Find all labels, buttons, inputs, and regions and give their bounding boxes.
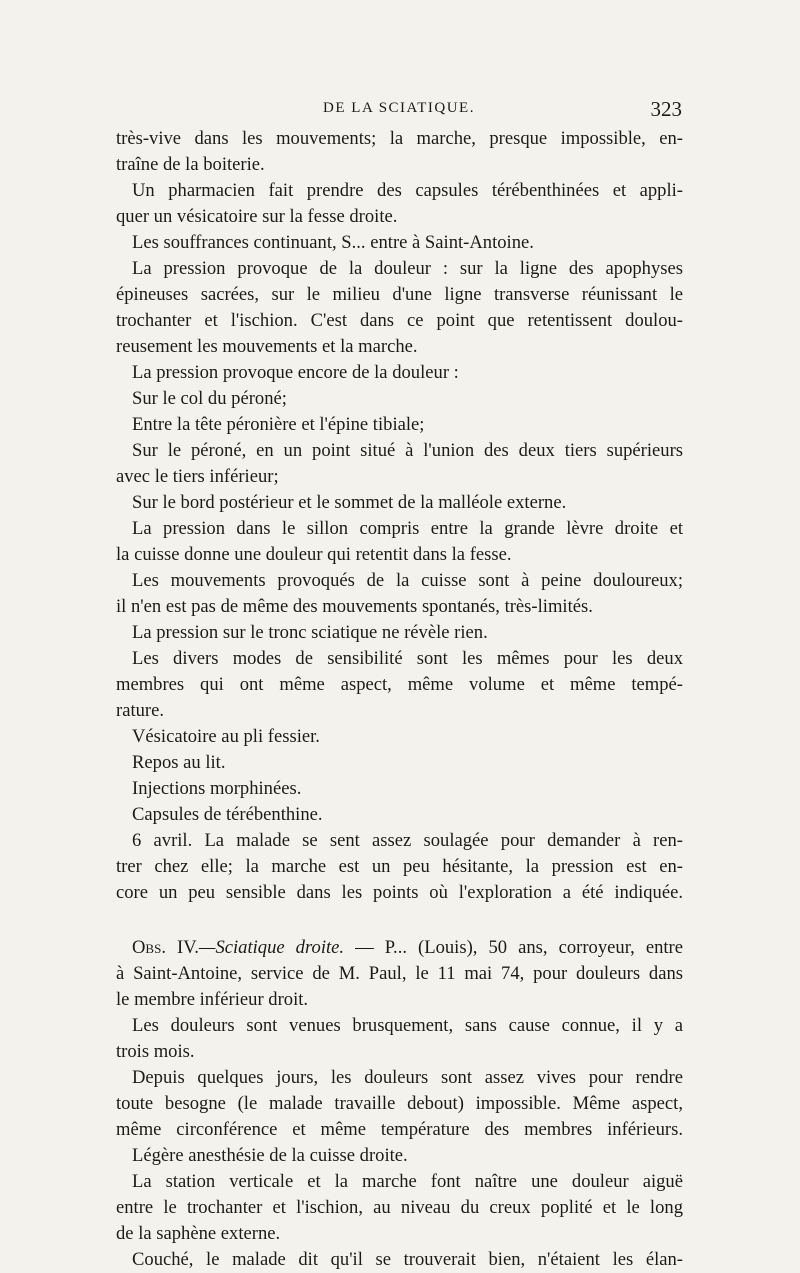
text-line: 6 avril. La malade se sent assez soulagée pour demander à ren- [132, 830, 683, 851]
text-line: quer un vésicatoire sur la fesse droite. [116, 206, 398, 227]
text-line: La station verticale et la marche font naître une douleur aiguë [132, 1171, 683, 1192]
text-line: toute besogne (le malade travaille debout) impossible. Même aspect, [116, 1093, 683, 1114]
text-line: même circonférence et même température des membres inférieurs. [116, 1119, 683, 1140]
section-gap [116, 906, 683, 935]
text-line: core un peu sensible dans les points où l'exploration a été indiquée. [116, 882, 683, 903]
text-line: épineuses sacrées, sur le milieu d'une ligne transverse réunissant le [116, 284, 683, 305]
text-line: Vésicatoire au pli fessier. [132, 726, 320, 747]
observation-label: Obs. IV. [132, 937, 199, 958]
text-line: Les souffrances continuant, S... entre à Saint-Antoine. [132, 232, 534, 253]
text-line: la cuisse donne une douleur qui retentit dans la fesse. [116, 544, 512, 565]
text-line: le membre inférieur droit. [116, 989, 309, 1010]
text-line: de la saphène externe. [116, 1223, 281, 1244]
text-line: Les divers modes de sensibilité sont les mêmes pour les deux [132, 648, 683, 669]
running-head [116, 97, 682, 122]
text-line: Capsules de térébenthine. [132, 804, 323, 825]
text-line: très-vive dans les mouvements; la marche, presque impossible, en- [116, 128, 683, 149]
text-line: La pression dans le sillon compris entre la grande lèvre droite et [132, 518, 683, 539]
text-line: trochanter et l'ischion. C'est dans ce point que retentissent doulou- [116, 310, 683, 331]
text-line: Repos au lit. [132, 752, 226, 773]
text-line: La pression sur le tronc sciatique ne révèle rien. [132, 622, 488, 643]
text-line: avec le tiers inférieur; [116, 466, 279, 487]
text-line: Un pharmacien fait prendre des capsules térébenthinées et appli- [132, 180, 683, 201]
page-number: 323 [650, 97, 682, 121]
observation-title: —Sciatique droite. [198, 937, 345, 958]
text-line: Les mouvements provoqués de la cuisse sont à peine douloureux; [132, 570, 683, 591]
text-line: membres qui ont même aspect, même volume et même tempé- [116, 674, 683, 695]
text-line: il n'en est pas de même des mouvements spontanés, très-limités. [116, 596, 593, 617]
text-line: Entre la tête péronière et l'épine tibiale; [132, 414, 425, 435]
text-line: trois mois. [116, 1041, 195, 1062]
text-line: La pression provoque encore de la douleur : [132, 362, 459, 383]
observation-heading [116, 935, 683, 961]
observation-first-line: — P... (Louis), 50 ans, corroyeur, entre [344, 937, 683, 958]
text-line: Légère anesthésie de la cuisse droite. [132, 1145, 408, 1166]
text-line: Sur le péroné, en un point situé à l'union des deux tiers supérieurs [132, 440, 683, 461]
text-line: reusement les mouvements et la marche. [116, 336, 418, 357]
running-title: DE LA SCIATIQUE. [323, 100, 475, 116]
text-line: traîne de la boiterie. [116, 154, 265, 175]
text-line: Depuis quelques jours, les douleurs sont assez vives pour rendre [132, 1067, 683, 1088]
text-line: Injections morphinées. [132, 778, 302, 799]
text-line: rature. [116, 700, 165, 721]
text-line: à Saint-Antoine, service de M. Paul, le 11 mai 74, pour douleurs dans [116, 963, 683, 984]
text-line: Couché, le malade dit qu'il se trouverait bien, n'étaient les élan- [132, 1249, 683, 1270]
text-line: Sur le col du péroné; [132, 388, 287, 409]
body-text [116, 126, 683, 1273]
text-line: trer chez elle; la marche est un peu hésitante, la pression est en- [116, 856, 683, 877]
text-line: Sur le bord postérieur et le sommet de la malléole externe. [132, 492, 567, 513]
text-line: Les douleurs sont venues brusquement, sans cause connue, il y a [132, 1015, 683, 1036]
text-line: entre le trochanter et l'ischion, au niveau du creux poplité et le long [116, 1197, 683, 1218]
text-line: La pression provoque de la douleur : sur la ligne des apophyses [132, 258, 683, 279]
